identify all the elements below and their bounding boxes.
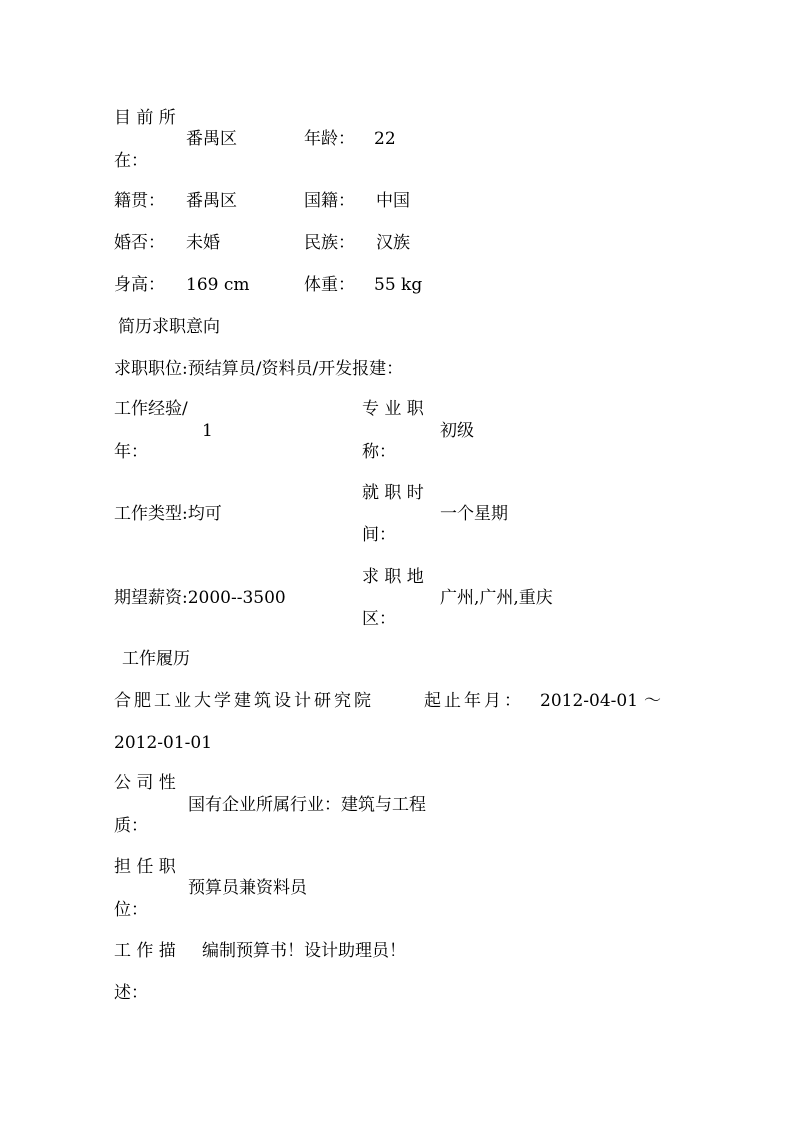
nationality-label: 国籍： xyxy=(304,191,355,211)
title-value: 初级 xyxy=(440,421,474,441)
period-end: 2012-01-01 xyxy=(114,733,213,753)
age-value: 22 xyxy=(374,129,396,149)
area-label-top: 求 职 地 xyxy=(362,567,424,587)
desc-label-top: 工 作 描 xyxy=(114,941,176,961)
marital-label: 婚否： xyxy=(114,233,165,253)
ethnicity-label: 民族： xyxy=(304,233,355,253)
area-label-bottom: 区： xyxy=(362,609,396,629)
weight-value: 55 kg xyxy=(374,275,423,295)
nature-label-bottom: 质： xyxy=(114,816,148,836)
period-tilde: ～ xyxy=(644,691,661,711)
nationality-value: 中国 xyxy=(376,191,410,211)
role-label-bottom: 位： xyxy=(114,900,148,920)
location-label-bottom: 在： xyxy=(114,151,148,171)
intention-heading: 简历求职意向 xyxy=(118,317,220,337)
area-value: 广州,广州,重庆 xyxy=(440,588,553,608)
experience-label-top: 工作经验/ xyxy=(114,399,188,419)
position-line: 求职职位:预结算员/资料员/开发报建： xyxy=(114,359,404,379)
height-label: 身高： xyxy=(114,275,165,295)
desc-label-bottom: 述： xyxy=(114,983,148,1003)
salary-line: 期望薪资:2000--3500 xyxy=(114,588,286,608)
period-label: 起止年月： xyxy=(424,691,524,711)
location-label-top: 目 前 所 xyxy=(114,108,176,128)
location-value: 番禺区 xyxy=(186,129,237,149)
title-label-top: 专 业 职 xyxy=(362,399,424,419)
marital-value: 未婚 xyxy=(186,233,220,253)
weight-label: 体重： xyxy=(304,275,355,295)
native-place-value: 番禺区 xyxy=(186,191,237,211)
experience-value: 1 xyxy=(202,421,213,441)
start-time-label-bottom: 间： xyxy=(362,525,396,545)
company-name: 合肥工业大学建筑设计研究院 xyxy=(114,691,374,711)
height-value: 169 cm xyxy=(186,275,250,295)
period-start: 2012-04-01 xyxy=(540,691,639,711)
native-place-label: 籍贯： xyxy=(114,191,165,211)
role-label-top: 担 任 职 xyxy=(114,857,176,877)
work-type-line: 工作类型:均可 xyxy=(114,504,222,524)
nature-value: 国有企业所属行业：建筑与工程 xyxy=(188,795,426,815)
nature-label-top: 公 司 性 xyxy=(114,773,176,793)
experience-label-bottom: 年： xyxy=(114,442,148,462)
start-time-value: 一个星期 xyxy=(440,504,508,524)
age-label: 年龄： xyxy=(304,129,355,149)
desc-value: 编制预算书！设计助理员！ xyxy=(202,941,406,961)
title-label-bottom: 称： xyxy=(362,442,396,462)
start-time-label-top: 就 职 时 xyxy=(362,483,424,503)
history-heading: 工作履历 xyxy=(122,649,190,669)
role-value: 预算员兼资料员 xyxy=(188,878,307,898)
ethnicity-value: 汉族 xyxy=(376,233,410,253)
